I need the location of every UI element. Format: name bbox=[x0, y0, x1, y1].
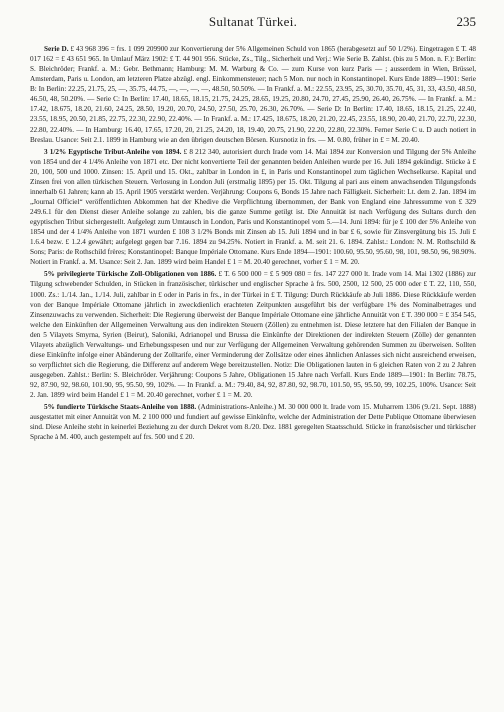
section-paragraph bbox=[30, 44, 476, 145]
document-body bbox=[30, 44, 476, 444]
page-number: 235 bbox=[456, 14, 476, 29]
section-heading: 3 1/2% Egyptische Tribut-Anleihe von 1894. bbox=[44, 147, 184, 156]
section-heading: 5% privilegierte Türkische Zoll-Obligationen von 1886. bbox=[44, 270, 219, 279]
section-paragraph bbox=[30, 402, 476, 442]
page-title: Sultanat Türkei. bbox=[208, 14, 298, 29]
section-text: (Administrations-Anleihe.) M. 30 000 000 lt. Irade vom 15. Muharrem 1306 (9./21. Sept. 1888) ausgestattet mit einer Annuität von M. 2 100 000 und fundiert auf gewisse Einkünfte, welche der Administration der Dette Publique Ottomane überwiesen sind. Diese Anleihe steht in keinerlei Beziehung zu der durch Dekret vom 8./20. Dez. 1881 geregelten Staatsschuld. Stücke in französischer und türkischer Sprache à M. 400, auch gestempelt auf frs. 500 und £ 20. bbox=[30, 403, 476, 442]
section-text: £ 8 212 340, autorisiert durch Irade vom 14. Mai 1894 zur Konversion und Tilgung der 5% Anleihe von 1854 und der 4 1/4% Anleihe von 1871 etc. Der nicht konvertierte Teil der genannten beiden Anleihen wurde per 16. Juli 1894 gekündigt. Stücke à £ 20, 100, 500 und 1000. Zinsen: 15. April und 15. Okt., zahlbar in London in £, in Paris und Konstantinopel zum täglichen Wechselkurse. Kapital und Zinsen frei von allen türkischen Steuern. Verlosung in London Juli (erstmalig 1895) per 15. Okt. Tilgung al pari aus einem anwachsenden Tilgungsfonds innerhalb 61 Jahren; kann ab 15. April 1905 verstärkt werden. Verjährung: Coupons 6, Bonds 15 Jahre nach Fälligkeit. Sicherheit: Lt. dem 2. Jan. 1894 im „Journal Officiel“ veröffentlichten Abkommen hat der Khedive die Verpflichtung übernommen, der Bank von England eine Jahressumme von £ 329 249.6.1 für den Dienst dieser Anleihe solange zu zahlen, bis die ganze Summe getilgt ist. Die Annuität ist nach Verfügung des Sultans durch den egyptischen Tribut sichergestellt. Aufgelegt zum Umtausch in London, Paris und Konstantinopel vom 5.—14. Juni 1894: für je £ 100 der 5% Anleihe von 1854 und der 4 1/4% Anleihe von 1871 wurden £ 108 3 1/2% Bonds mit Zinsen ab 15. Juli 1894 und in bar £ 6, sowie für Zinsvergütung bis 15. Juli £ 1.6.4 bezw. £ 1.2.4 gewährt; aufgelegt gegen bar 7.16. 1894 zu 94.25%. Notiert in Frankf. a. M. seit 21. 6. 1894. Zahlst.: London: N. M. Rothschild & Sons; Paris: de Rothschild frères; Konstantinopel: Banque Impériale Ottomane. Kurs Ende 1894—1901: 100.60, 95.50, 95.60, 98, 101, 98.50, 96, 98.90%. Notiert in Frankf. a. M. Usance: Seit 2. Jan. 1899 wird beim Handel £ 1 = M. 20.40 gerechnet, vorher £ 1 = M. 20. bbox=[30, 147, 476, 267]
section-heading: Serie D. bbox=[44, 45, 71, 53]
section-heading: 5% fundierte Türkische Staats-Anleihe von 1888. bbox=[44, 403, 199, 412]
section-paragraph bbox=[30, 269, 476, 400]
section-text: £ T. 6 500 000 = £ 5 909 080 = frs. 147 227 000 lt. Irade vom 14. Mai 1302 (1886) zur Tilgung schwebender Schulden, in Stücken in französischer, türkischer und englischer Sprache à frs. 500, 2500, 12 500, 25 000 oder £ T. 22, 110, 550, 1000. Zs.: 1./14. Jan., 1./14. Juli, zahlbar in £ oder in Paris in frs., in der Türkei in £ T. Tilgung: Durch Rückkäufe ab Juli 1886. Diese Rückkäufe werden von der Banque Impériale Ottomane jährlich in zweckdienlich erachteten Zeitpunkten ausgeführt bis der verfügbare 1% des Nominalbetrages und Zinsenzuwachs zu verwenden. Sicherheit: Die Regierung überweist der Banque Impériale Ottomane eine jährliche Annuität von £ T. 390 000 = £ 354 545, welche den Einkünften der Allgemeinen Verwaltung aus den indirekten Steuern (Zöllen) zu entnehmen ist. Diese letztere hat den Filialen der Banque in den 5 Vilayets Smyrna, Syrien (Beirut), Saloniki, Adrianopel und Brussa die Einkünfte der Direktionen der indirekten Steuern (Zölle) der genannten Vilayets abzüglich Verwaltungs- und Erhebungsspesen und nur zur Verfügung der Allgemeinen Verwaltung gehörenden Summen zu überweisen. Sollten diese Einkünfte infolge einer Abänderung der Zolltarife, einer Verminderung der Zollsätze oder eines ähnlichen Anlasses sich nicht ausreichend erweisen, so verpflichtet sich die Regierung, die Differenz auf anderem Wege bereitzustellen. Notiz: Die Obligationen lauten in 6 gleichen Raten von 2 zu 2 Jahren ausgegeben. Zahlst.: Berlin: S. Bleichröder. Verjährung: Coupons 5 Jahre, Obligationen 15 Jahre nach Verfall. Kurs Ende 1889—1901: In Berlin: 78.75, 92, 87.90, 92, 98.60, 101.90, 95, 95.50, 99, 102%. — In Frankf. a. M.: 79.40, 84, 92, 87.80, 92, 98.70, 101.50, 95, 95.50, 99, 102.25, 100%. Usance: Seit 2. Jan. 1899 wird beim Handel £ 1 = M. 20.40 gerechnet, vorher £ 1 = M. 20. bbox=[30, 270, 477, 400]
running-head bbox=[30, 14, 476, 32]
section-text: £ 43 968 396 = frs. 1 099 209900 zur Konvertierung der 5% Allgemeinen Schuld von 1865 (herabgesetzt auf 50 1/2%). Eingetragen £ T. 48 017 162 = £ 43 651 965. In Umlauf März 1902: £ T. 44 901 956. Stücke, Zs., Tilg., Sicherheit und Verj.: Wie Serie B. Zahlst. (bis zu 5 Mon. n. F.): Berlin: S. Bleichröder; Frankf. a. M.: Gebr. Bethmann; Hamburg: M. M. Warburg & Co. — zum Kurse von kurz Paris — ; ausserdem in Wien, Brüssel, Amsterdam, Paris u. London, am letzteren Platze abzügl. engl. Einkommensteuer; nach 5 Mon. nur noch in Konstantinopel. Kurs Ende 1889—1901: Serie B: In Berlin: 22.25, 21.75, 25, —, 35.75, 44.75, —, —, —, —, 48.50, 50.50%. — In Frankf. a. M.: 22.55, 23.95, 25, 30.70, 35.70, 45, 31, 33, 43.50, 48.50, 46.50, 48, 50.20%. — Serie C: In Berlin: 17.40, 18.65, 18.15, 21.75, 24.25, 28.65, 19.25, 20.80, 24.70, 27.45, 25.90, 26.40, 26.75%. — In Frankf. a. M.: 17.42, 18.675, 18.20, 21.60, 24.25, 28.50, 19.20, 20.70, 24.50, 27.50, 25.70, 26.30, 26.70%. — Serie D: In Berlin: 17.40, 18.65, 18.15, 21.25, 22.40, 23.55, 18.95, 20.50, 21.85, 22.75, 22.30, 22.90, 22.40%. — In Frankf. a. M.: 17.425, 18.675, 18.20, 21.20, 22.45, 23.55, 18.90, 20.40, 21.70, 22.70, 22.30, 22.80, 22.40%. — In Hamburg: 16.40, 17.65, 17.20, 20, 21.25, 24.20, 18, 19.40, 20.75, 21.90, 22.20, 22.80, 22.30%. Ferner Serie C u. D auch notiert in Breslau. Usance: Seit 2.1. 1899 in Hamburg wie an den übrigen deutschen Börsen. Kursnotiz in frs. — M. 0.80, früher in £ = M. 20.40. bbox=[30, 45, 476, 144]
section-paragraph bbox=[30, 147, 476, 268]
